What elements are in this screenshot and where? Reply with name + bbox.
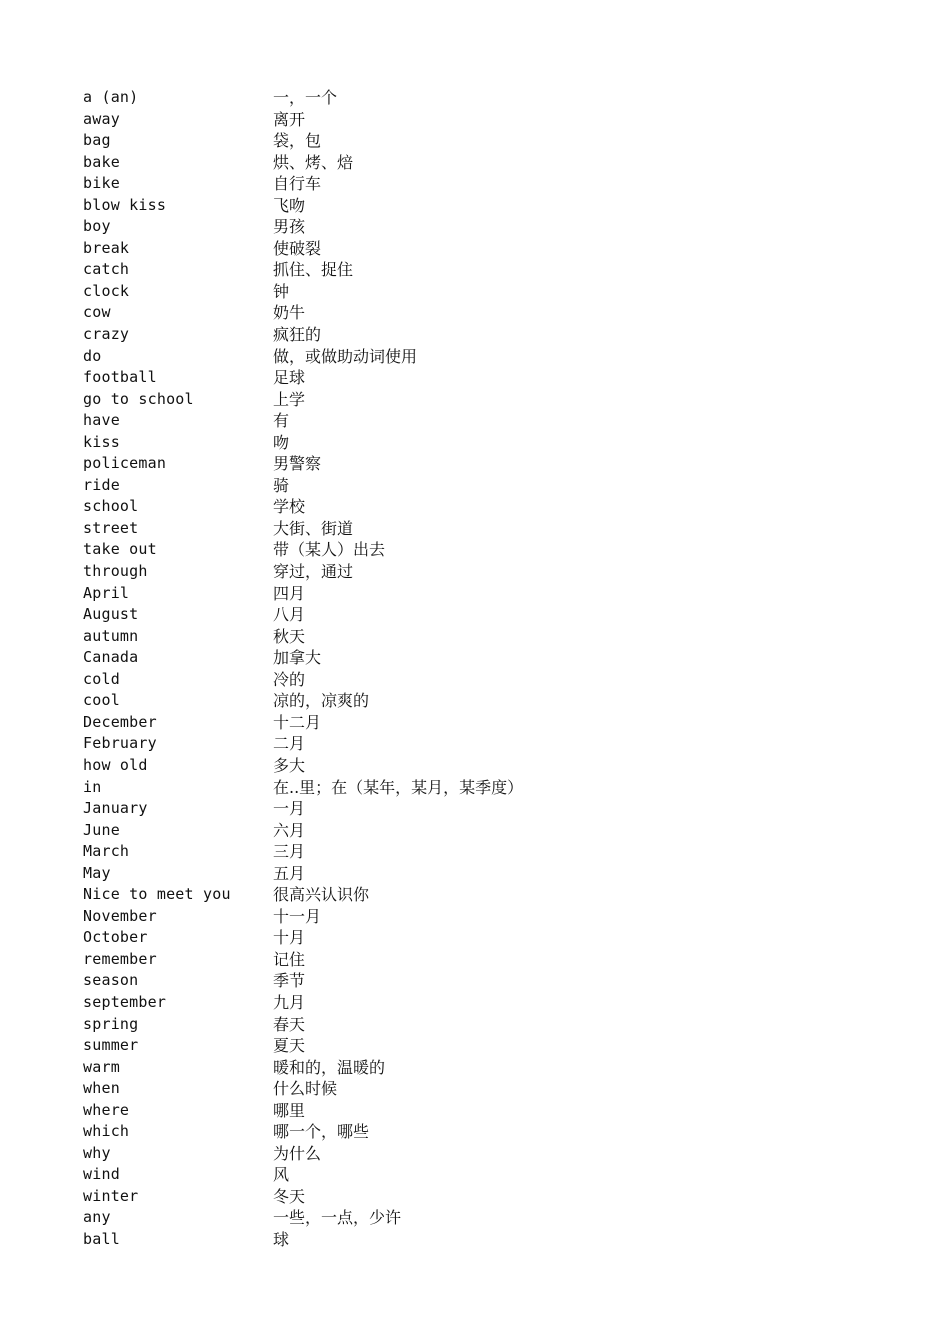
vocab-row <box>83 130 903 152</box>
vocab-row <box>83 432 903 454</box>
english-word: school <box>83 497 139 516</box>
vocab-row <box>83 927 903 949</box>
english-word: go to school <box>83 389 194 408</box>
english-word: wind <box>83 1165 120 1184</box>
english-word: where <box>83 1100 130 1119</box>
chinese-meaning: 凉的，凉爽的 <box>273 691 370 711</box>
chinese-meaning: 离开 <box>273 109 306 129</box>
english-word: remember <box>83 949 157 968</box>
english-word: June <box>83 820 120 839</box>
vocab-row <box>83 906 903 928</box>
english-word: when <box>83 1079 120 1098</box>
english-word: May <box>83 863 111 882</box>
vocab-row <box>83 195 903 217</box>
vocab-row <box>83 970 903 992</box>
vocab-row <box>83 777 903 799</box>
chinese-meaning: 钟 <box>273 281 290 301</box>
vocabulary-list <box>83 87 903 1251</box>
vocab-row <box>83 626 903 648</box>
chinese-meaning: 为什么 <box>273 1143 322 1163</box>
vocab-row <box>83 992 903 1014</box>
chinese-meaning: 有 <box>273 411 290 431</box>
english-word: season <box>83 971 139 990</box>
english-word: January <box>83 799 148 818</box>
vocab-row <box>83 367 903 389</box>
vocab-row <box>83 1207 903 1229</box>
chinese-meaning: 学校 <box>273 497 306 517</box>
vocab-row <box>83 1035 903 1057</box>
chinese-meaning: 飞吻 <box>273 195 306 215</box>
chinese-meaning: 夏天 <box>273 1036 306 1056</box>
english-word: ball <box>83 1229 120 1248</box>
vocab-row <box>83 1057 903 1079</box>
english-word: through <box>83 562 148 581</box>
english-word: break <box>83 238 130 257</box>
english-word: cold <box>83 669 120 688</box>
english-word: October <box>83 928 148 947</box>
chinese-meaning: 男孩 <box>273 217 306 237</box>
chinese-meaning: 烘、烤、焙 <box>273 152 354 172</box>
chinese-meaning: 十月 <box>273 928 306 948</box>
english-word: september <box>83 992 167 1011</box>
chinese-meaning: 冬天 <box>273 1186 306 1206</box>
chinese-meaning: 八月 <box>273 605 306 625</box>
vocab-row <box>83 410 903 432</box>
english-word: football <box>83 368 157 387</box>
chinese-meaning: 穿过，通过 <box>273 562 354 582</box>
chinese-meaning: 风 <box>273 1165 290 1185</box>
vocab-row <box>83 1078 903 1100</box>
vocab-row <box>83 152 903 174</box>
vocab-row <box>83 561 903 583</box>
english-word: boy <box>83 217 111 236</box>
vocab-row <box>83 518 903 540</box>
chinese-meaning: 一些，一点，少许 <box>273 1208 402 1228</box>
chinese-meaning: 抓住、捉住 <box>273 260 354 280</box>
english-word: winter <box>83 1186 139 1205</box>
chinese-meaning: 十一月 <box>273 906 322 926</box>
chinese-meaning: 什么时候 <box>273 1079 338 1099</box>
english-word: November <box>83 906 157 925</box>
english-word: spring <box>83 1014 139 1033</box>
vocab-row <box>83 884 903 906</box>
vocab-row <box>83 173 903 195</box>
vocab-row <box>83 109 903 131</box>
english-word: August <box>83 605 139 624</box>
vocab-row <box>83 238 903 260</box>
chinese-meaning: 六月 <box>273 820 306 840</box>
chinese-meaning: 做，或做助动词使用 <box>273 346 418 366</box>
vocab-row <box>83 798 903 820</box>
english-word: bake <box>83 152 120 171</box>
english-word: policeman <box>83 454 167 473</box>
chinese-meaning: 五月 <box>273 863 306 883</box>
english-word: cow <box>83 303 111 322</box>
chinese-meaning: 春天 <box>273 1014 306 1034</box>
chinese-meaning: 在..里；在（某年，某月，某季度） <box>273 777 524 797</box>
english-word: any <box>83 1208 111 1227</box>
vocab-row <box>83 539 903 561</box>
chinese-meaning: 男警察 <box>273 454 322 474</box>
chinese-meaning: 足球 <box>273 368 306 388</box>
chinese-meaning: 冷的 <box>273 669 306 689</box>
english-word: crazy <box>83 325 130 344</box>
chinese-meaning: 很高兴认识你 <box>273 885 370 905</box>
english-word: autumn <box>83 626 139 645</box>
english-word: ride <box>83 475 120 494</box>
vocab-row <box>83 1164 903 1186</box>
english-word: cool <box>83 691 120 710</box>
vocab-row <box>83 841 903 863</box>
vocab-row <box>83 604 903 626</box>
vocab-row <box>83 216 903 238</box>
chinese-meaning: 骑 <box>273 475 290 495</box>
vocab-row <box>83 1143 903 1165</box>
english-word: clock <box>83 281 130 300</box>
chinese-meaning: 袋，包 <box>273 131 322 151</box>
chinese-meaning: 疯狂的 <box>273 325 322 345</box>
chinese-meaning: 暖和的，温暖的 <box>273 1057 386 1077</box>
vocab-row <box>83 1186 903 1208</box>
english-word: March <box>83 842 130 861</box>
chinese-meaning: 加拿大 <box>273 648 322 668</box>
english-word: summer <box>83 1036 139 1055</box>
vocab-row <box>83 324 903 346</box>
english-word: kiss <box>83 432 120 451</box>
english-word: Nice to meet you <box>83 885 231 904</box>
vocab-row <box>83 949 903 971</box>
english-word: bike <box>83 174 120 193</box>
chinese-meaning: 记住 <box>273 949 306 969</box>
vocab-row <box>83 281 903 303</box>
chinese-meaning: 一月 <box>273 799 306 819</box>
english-word: bag <box>83 131 111 150</box>
english-word: warm <box>83 1057 120 1076</box>
english-word: away <box>83 109 120 128</box>
vocab-row <box>83 733 903 755</box>
chinese-meaning: 哪里 <box>273 1100 306 1120</box>
vocab-row <box>83 1229 903 1251</box>
english-word: April <box>83 583 130 602</box>
english-word: Canada <box>83 648 139 667</box>
chinese-meaning: 吻 <box>273 432 290 452</box>
english-word: in <box>83 777 102 796</box>
chinese-meaning: 多大 <box>273 755 306 775</box>
chinese-meaning: 十二月 <box>273 712 322 732</box>
chinese-meaning: 球 <box>273 1229 290 1249</box>
chinese-meaning: 奶牛 <box>273 303 306 323</box>
chinese-meaning: 三月 <box>273 842 306 862</box>
english-word: how old <box>83 755 148 774</box>
vocab-row <box>83 389 903 411</box>
vocab-row <box>83 669 903 691</box>
english-word: do <box>83 346 102 365</box>
chinese-meaning: 秋天 <box>273 626 306 646</box>
vocab-row <box>83 820 903 842</box>
vocab-row <box>83 302 903 324</box>
english-word: street <box>83 518 139 537</box>
chinese-meaning: 哪一个，哪些 <box>273 1122 370 1142</box>
vocab-row <box>83 1121 903 1143</box>
vocab-row <box>83 863 903 885</box>
english-word: why <box>83 1143 111 1162</box>
chinese-meaning: 使破裂 <box>273 238 322 258</box>
vocab-row <box>83 755 903 777</box>
vocab-row <box>83 87 903 109</box>
chinese-meaning: 带（某人）出去 <box>273 540 386 560</box>
vocab-row <box>83 583 903 605</box>
english-word: blow kiss <box>83 195 167 214</box>
chinese-meaning: 二月 <box>273 734 306 754</box>
vocab-row <box>83 647 903 669</box>
english-word: February <box>83 734 157 753</box>
vocab-row <box>83 259 903 281</box>
vocab-row <box>83 346 903 368</box>
vocab-row <box>83 690 903 712</box>
vocab-row <box>83 712 903 734</box>
chinese-meaning: 自行车 <box>273 174 322 194</box>
english-word: a (an) <box>83 88 139 106</box>
chinese-meaning: 九月 <box>273 992 306 1012</box>
chinese-meaning: 四月 <box>273 583 306 603</box>
chinese-meaning: 大街、街道 <box>273 518 354 538</box>
vocab-row <box>83 475 903 497</box>
english-word: December <box>83 712 157 731</box>
english-word: take out <box>83 540 157 559</box>
vocab-row <box>83 1100 903 1122</box>
chinese-meaning: 季节 <box>273 971 306 991</box>
chinese-meaning: 上学 <box>273 389 306 409</box>
vocab-row <box>83 1014 903 1036</box>
vocab-row <box>83 496 903 518</box>
english-word: which <box>83 1122 130 1141</box>
english-word: have <box>83 411 120 430</box>
vocab-row <box>83 453 903 475</box>
english-word: catch <box>83 260 130 279</box>
chinese-meaning: 一，一个 <box>273 88 338 107</box>
